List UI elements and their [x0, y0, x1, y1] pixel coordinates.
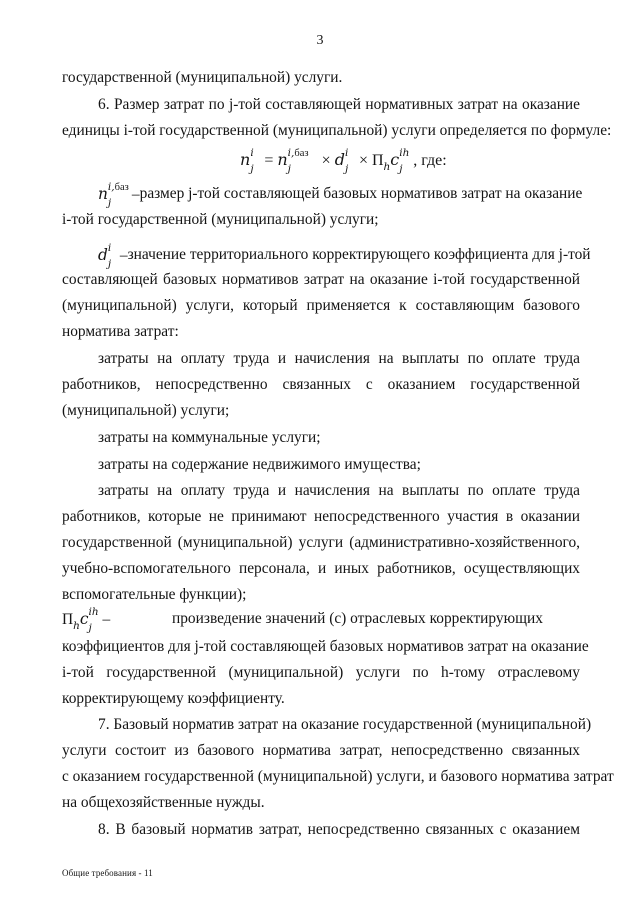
formula-operator: =	[264, 152, 274, 169]
text-line: i-той государственной (муниципальной) услуги;	[62, 211, 379, 228]
text-fragment: размер j-той составляющей базовых нормативов затрат на оказание	[139, 185, 583, 202]
text-line: (муниципальной) услуги, который применяется к составляющим базового	[62, 297, 580, 314]
page-footer: Общие требования - 11	[62, 868, 153, 878]
text-line: с оказанием государственной (муниципальной) услуги, и базового норматива затрат	[62, 768, 614, 785]
term-definition: d i j –	[98, 242, 128, 270]
term-definition: $\Pi_hc$ ih j –	[62, 606, 111, 634]
text-line: затраты на оплату труда и начисления на выплаты по оплате труда	[98, 350, 580, 367]
page-number: 3	[316, 33, 324, 48]
text-line: на общехозяйственные нужды.	[62, 794, 265, 811]
text-line: работников, которые не принимают непосредственного участия в оказании	[62, 508, 580, 525]
text-line: норматива затрат:	[62, 323, 179, 340]
text-line	[62, 606, 580, 634]
term-definition: n i,баз j –	[98, 181, 140, 209]
text-line: корректирующему коэффициенту.	[62, 690, 285, 707]
formula	[240, 149, 600, 173]
text-line: государственной (муниципальной) услуги.	[62, 69, 343, 86]
formula-symbol: n i,баз j	[277, 147, 309, 175]
formula-symbol: d i j	[98, 242, 112, 270]
text-line: затраты на содержание недвижимого имущества;	[98, 456, 421, 473]
formula-symbol: d i j	[334, 147, 349, 175]
formula-symbol: h	[73, 620, 80, 632]
formula-operator: ×	[321, 152, 331, 169]
formula-symbol: c ih j	[79, 606, 99, 634]
text-line: затраты на коммунальные услуги;	[98, 429, 321, 446]
text-line: 7. Базовый норматив затрат на оказание государственной (муниципальной)	[98, 716, 592, 733]
text-line	[98, 181, 583, 209]
text-line: государственной (муниципальной) услуги (административно-хозяйственного,	[62, 534, 580, 551]
formula-symbol: h	[383, 161, 391, 173]
text-fragment: значение территориального корректирующего коэффициента для j-той	[127, 246, 591, 263]
text-line: составляющей базовых нормативов затрат на оказание i-той государственной	[62, 271, 580, 288]
text-line: единицы i-той государственной (муниципальной) услуги определяется по формуле:	[62, 122, 612, 139]
text-line: услуги состоит из базового норматива затрат, непосредственно связанных	[62, 742, 580, 759]
formula-symbol: n i j	[240, 147, 254, 175]
text-line: 8. В базовый норматив затрат, непосредственно связанных с оказанием	[98, 821, 580, 838]
text-line: 6. Размер затрат по j-той составляющей нормативных затрат на оказание	[98, 96, 580, 113]
text-fragment: произведение значений (c) отраслевых корректирующих	[172, 610, 543, 627]
text-line: (муниципальной) услуги;	[62, 402, 230, 419]
text-line: i-той государственной (муниципальной) услуги по h-тому отраслевому	[62, 664, 580, 681]
formula-symbol: Π	[62, 611, 74, 628]
text-line: учебно-вспомогательного персонала, и иных работников, осуществляющих	[62, 560, 580, 577]
formula-operator: ×	[358, 152, 368, 169]
formula-tail: , где:	[413, 152, 447, 169]
formula-symbol: c ih j	[390, 147, 410, 175]
text-line: вспомогательные функции);	[62, 586, 247, 603]
formula-symbol: n i,баз j	[98, 181, 129, 209]
text-line: затраты на оплату труда и начисления на выплаты по оплате труда	[98, 482, 580, 499]
text-line	[98, 242, 591, 270]
text-line: коэффициентов для j-той составляющей базовых нормативов затрат на оказание	[62, 638, 589, 655]
text-line: работников, непосредственно связанных с оказанием государственной	[62, 376, 580, 393]
formula-symbol: Π	[371, 152, 384, 169]
